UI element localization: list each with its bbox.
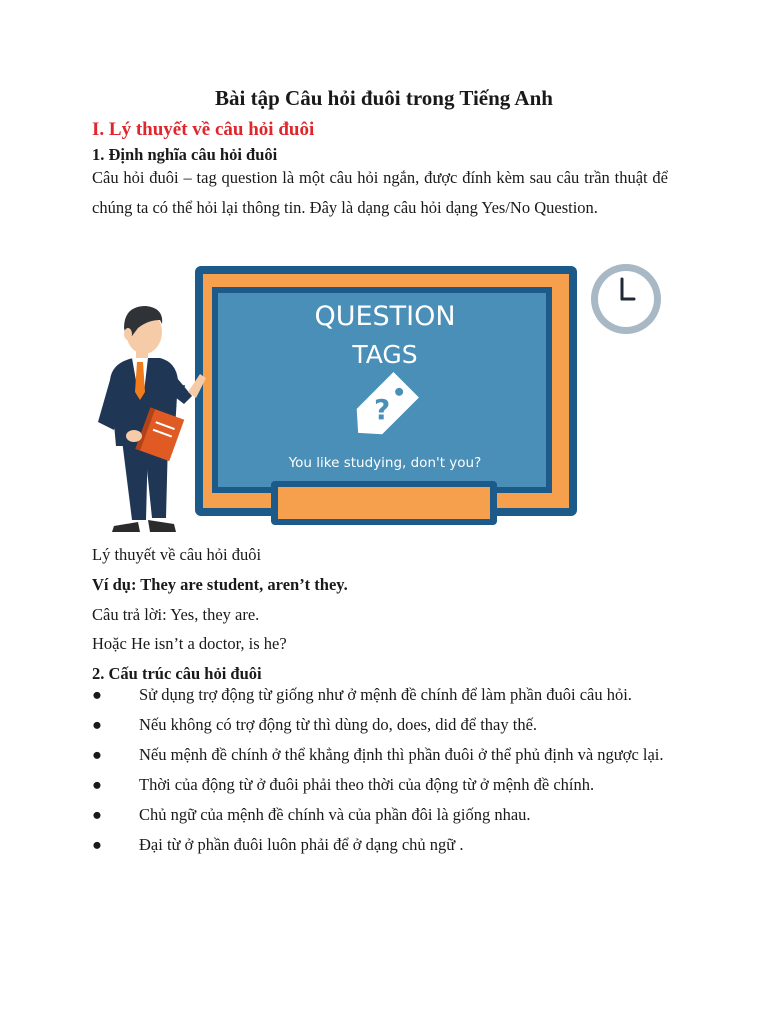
definition-paragraph: Câu hỏi đuôi – tag question là một câu hỏi ngắn, được đính kèm sau câu trần thuật để chúng ta có thể hỏi lại thông tin. Đây là dạng câu hỏi dạng Yes/No Question. — [92, 168, 668, 217]
list-item: ● Thời của động từ ở đuôi phải theo thời của động từ ở mệnh đề chính. — [92, 770, 668, 800]
chalkboard — [195, 266, 577, 525]
bullet-icon: ● — [92, 715, 102, 734]
structure-heading: 2. Cấu trúc câu hỏi đuôi — [92, 664, 262, 683]
definition-heading: 1. Định nghĩa câu hỏi đuôi — [92, 145, 278, 164]
list-item: ● Sử dụng trợ động từ giống như ở mệnh đề chính để làm phần đuôi câu hỏi. — [92, 680, 668, 710]
example-sentence: Ví dụ: They are student, aren’t they. — [92, 575, 348, 594]
board-caption: You like studying, don't you? — [288, 455, 482, 471]
list-item: ● Nếu không có trợ động từ thì dùng do, does, did để thay thế. — [92, 710, 668, 740]
structure-bullet-list — [92, 680, 668, 860]
teacher-figure — [98, 306, 206, 532]
page-title: Bài tập Câu hỏi đuôi trong Tiếng Anh — [215, 86, 553, 110]
bullet-icon: ● — [92, 805, 102, 824]
list-item: ● Chủ ngữ của mệnh đề chính và của phần đôi là giống nhau. — [92, 800, 668, 830]
bullet-icon: ● — [92, 745, 102, 764]
clock-icon — [591, 264, 661, 334]
bullet-icon: ● — [92, 775, 102, 794]
svg-text:?: ? — [374, 392, 391, 426]
board-text-question: QUESTION — [314, 301, 456, 332]
example-answer: Câu trả lời: Yes, they are. — [92, 605, 260, 624]
image-caption: Lý thuyết về câu hỏi đuôi — [92, 545, 262, 564]
bullet-icon: ● — [92, 685, 102, 704]
bullet-icon: ● — [92, 835, 102, 854]
section-heading: I. Lý thuyết về câu hỏi đuôi — [92, 119, 315, 140]
board-text-tags: TAGS — [352, 340, 418, 369]
list-item: ● Đại từ ở phần đuôi luôn phải để ở dạng chủ ngữ . — [92, 830, 668, 860]
list-item: ● Nếu mệnh đề chính ở thể khẳng định thì phần đuôi ở thể phủ định và ngược lại. — [92, 740, 668, 770]
example-alternative: Hoặc He isn’t a doctor, is he? — [92, 634, 287, 653]
question-tags-illustration — [88, 262, 668, 534]
